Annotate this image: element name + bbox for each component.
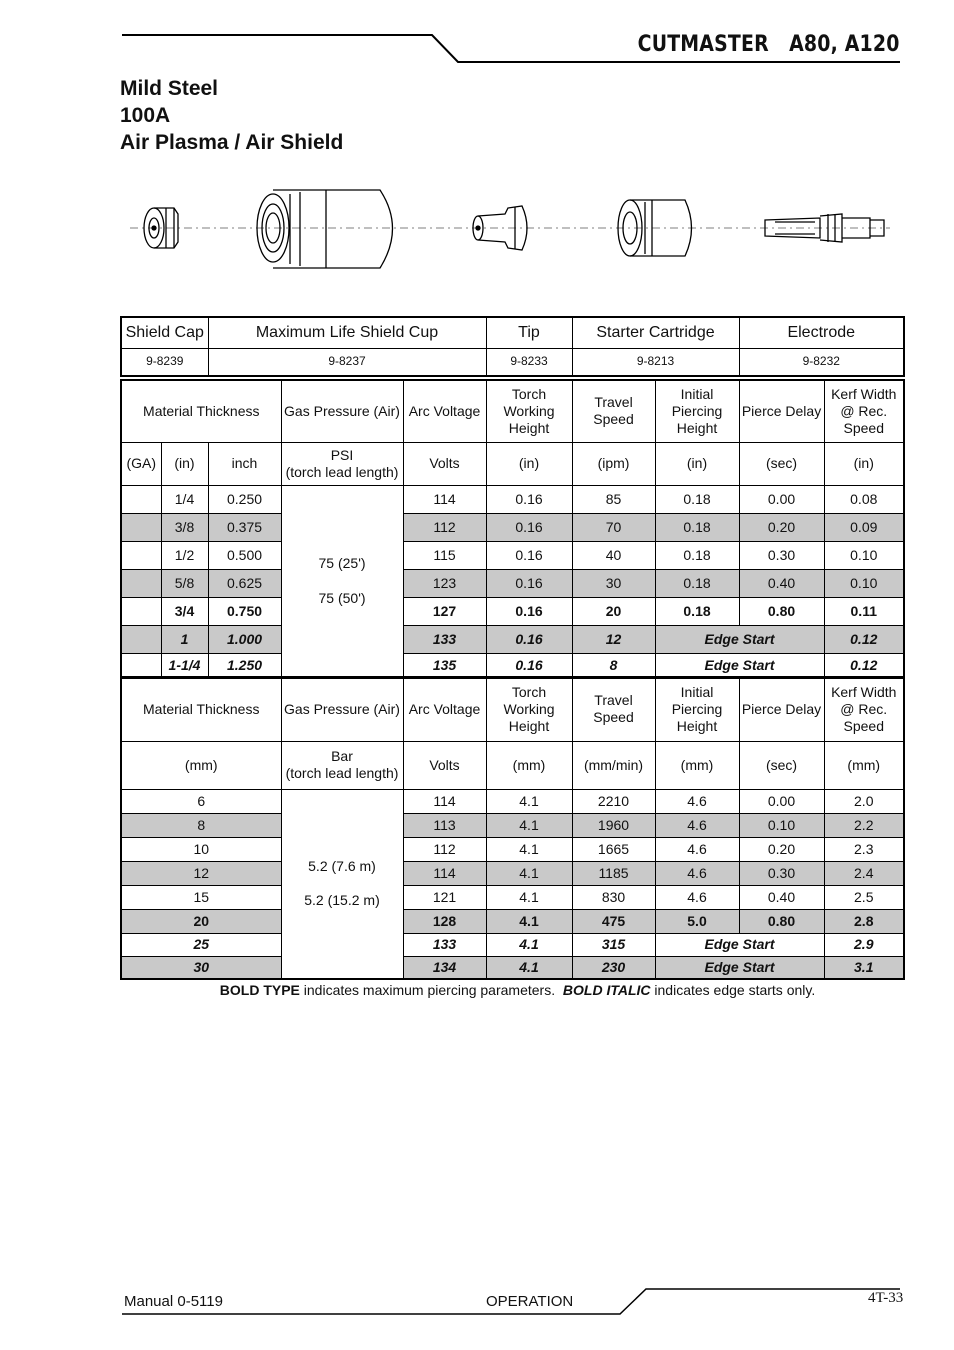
cell-speed: 475 [572,909,655,933]
shield-cup-drawing [257,190,393,268]
table-row [121,885,904,909]
unit-initial-height: (mm) [655,741,739,789]
unit-kerf: (mm) [824,741,904,789]
cell-volts: 135 [403,653,486,678]
cell-delay: 0.40 [739,569,824,597]
gas-pressure-value-2: 5.2 (15.2 m) [304,892,380,909]
unit-psi-label: PSI [330,446,354,463]
part-name-starter-cartridge: Starter Cartridge [572,317,739,348]
manual-number: Manual 0-5119 [124,1293,223,1310]
cell-in: 3/8 [161,513,208,541]
cell-height: 0.16 [486,625,572,653]
cell-ga [121,653,161,678]
header-gas-pressure: Gas Pressure (Air) [281,380,403,442]
page-title-line1: Mild Steel [120,77,219,100]
cell-in: 1/2 [161,541,208,569]
cell-mm: 10 [121,837,281,861]
cell-volts: 114 [403,789,486,813]
table-row [121,541,904,569]
part-name-shield-cup: Maximum Life Shield Cup [208,317,486,348]
header-torch-working-height: Torch Working Height [486,677,572,741]
cell-inch: 1.000 [208,625,281,653]
cell-volts: 121 [403,885,486,909]
cell-volts: 133 [403,625,486,653]
cell-height: 4.1 [486,861,572,885]
cell-initial-height: 4.6 [655,813,739,837]
gas-pressure-value-1: 5.2 (7.6 m) [308,858,376,875]
cell-initial-height: 5.0 [655,909,739,933]
header-arc-voltage: Arc Voltage [403,677,486,741]
cell-height: 0.16 [486,485,572,513]
unit-psi-note: (torch lead length) [285,463,399,480]
cell-speed: 2210 [572,789,655,813]
cell-kerf: 2.3 [824,837,904,861]
cell-speed: 30 [572,569,655,597]
cell-volts: 113 [403,813,486,837]
unit-volts: Volts [403,741,486,789]
cell-ga [121,569,161,597]
cell-height: 4.1 [486,933,572,956]
unit-in: (in) [161,442,208,485]
header-pierce-delay: Pierce Delay [739,380,824,442]
cell-height: 0.16 [486,653,572,678]
header-material-thickness: Material Thickness [121,677,281,741]
cell-initial-height: 4.6 [655,837,739,861]
page-title-line3: Air Plasma / Air Shield [120,131,344,154]
header-kerf-width: Kerf Width @ Rec. Speed [824,380,904,442]
cell-speed: 20 [572,597,655,625]
cell-delay: 0.80 [739,597,824,625]
unit-delay: (sec) [739,442,824,485]
table-row [121,485,904,513]
cell-initial-height: 0.18 [655,569,739,597]
table-row [121,569,904,597]
unit-mm: (mm) [121,741,281,789]
section-name: OPERATION [486,1293,574,1310]
table-row [121,837,904,861]
unit-height: (in) [486,442,572,485]
header-gas-pressure: Gas Pressure (Air) [281,677,403,741]
unit-initial-height: (in) [655,442,739,485]
cell-in: 1-1/4 [161,653,208,678]
cell-height: 4.1 [486,813,572,837]
unit-speed: (mm/min) [572,741,655,789]
cell-delay: 0.00 [739,789,824,813]
cell-inch: 0.250 [208,485,281,513]
cell-mm: 8 [121,813,281,837]
cell-kerf: 3.1 [824,956,904,979]
cell-delay: 0.10 [739,813,824,837]
table-row [121,813,904,837]
gas-pressure-cell [281,485,403,678]
header-material-thickness: Material Thickness [121,380,281,442]
cell-speed: 8 [572,653,655,678]
cell-mm: 25 [121,933,281,956]
cell-delay: 0.80 [739,909,824,933]
cell-mm: 15 [121,885,281,909]
cell-in: 5/8 [161,569,208,597]
header-torch-working-height: Torch Working Height [486,380,572,442]
cell-height: 0.16 [486,569,572,597]
consumable-parts-illustration [130,180,900,280]
cell-speed: 830 [572,885,655,909]
cell-mm: 6 [121,789,281,813]
cell-initial-height: 4.6 [655,789,739,813]
cell-height: 4.1 [486,956,572,979]
cell-height: 4.1 [486,885,572,909]
cell-edge-start: Edge Start [655,933,824,956]
cell-volts: 114 [403,485,486,513]
cell-volts: 114 [403,861,486,885]
table-row [121,625,904,653]
cell-in: 1 [161,625,208,653]
consumable-parts-table [120,316,905,377]
table-row [121,956,904,979]
cell-inch: 0.625 [208,569,281,597]
table-row [121,933,904,956]
header-pierce-delay: Pierce Delay [739,677,824,741]
cell-height: 4.1 [486,909,572,933]
page-number: 4T-33 [868,1290,904,1306]
cell-volts: 112 [403,513,486,541]
cell-volts: 123 [403,569,486,597]
cell-initial-height: 0.18 [655,513,739,541]
unit-bar-label: Bar [331,748,353,764]
cell-kerf: 2.4 [824,861,904,885]
table-row [121,653,904,678]
unit-delay: (sec) [739,741,824,789]
gas-pressure-value-1: 75 (25') [318,555,366,572]
cell-speed: 70 [572,513,655,541]
part-number-shield-cap: 9-8239 [121,348,208,376]
cell-initial-height: 4.6 [655,861,739,885]
english-cut-chart [120,379,905,679]
cell-in: 3/4 [161,597,208,625]
cell-delay: 0.30 [739,861,824,885]
tip-drawing [473,206,527,250]
part-name-shield-cap: Shield Cap [121,317,208,348]
part-number-electrode: 9-8232 [739,348,904,376]
cell-height: 0.16 [486,541,572,569]
cell-speed: 230 [572,956,655,979]
cell-ga [121,625,161,653]
cell-ga [121,597,161,625]
table-row [121,909,904,933]
document-header-title: CUTMASTER A80, A120 [638,32,900,57]
footnote-bold-italic-text: indicates edge starts only. [650,982,816,998]
cell-edge-start: Edge Start [655,956,824,979]
cell-edge-start: Edge Start [655,653,824,678]
cell-speed: 1665 [572,837,655,861]
header-initial-piercing-height: Initial Piercing Height [655,380,739,442]
unit-height: (mm) [486,741,572,789]
cell-kerf: 0.10 [824,541,904,569]
cell-height: 0.16 [486,513,572,541]
cell-delay: 0.20 [739,837,824,861]
cell-kerf: 2.9 [824,933,904,956]
cell-inch: 0.375 [208,513,281,541]
part-name-electrode: Electrode [739,317,904,348]
cell-in: 1/4 [161,485,208,513]
cell-height: 0.16 [486,597,572,625]
cell-initial-height: 0.18 [655,541,739,569]
cell-speed: 315 [572,933,655,956]
gas-pressure-value-2: 75 (50') [318,590,366,607]
header-kerf-width: Kerf Width @ Rec. Speed [824,677,904,741]
cell-kerf: 0.10 [824,569,904,597]
cell-initial-height: 0.18 [655,485,739,513]
cell-initial-height: 0.18 [655,597,739,625]
header-arc-voltage: Arc Voltage [403,380,486,442]
cell-height: 4.1 [486,789,572,813]
cell-kerf: 2.8 [824,909,904,933]
cell-ga [121,513,161,541]
cell-delay: 0.20 [739,513,824,541]
cell-edge-start: Edge Start [655,625,824,653]
unit-volts: Volts [403,442,486,485]
cell-mm: 30 [121,956,281,979]
cell-speed: 12 [572,625,655,653]
cell-kerf: 2.0 [824,789,904,813]
footnote-bold-label: BOLD TYPE [219,982,300,998]
cell-volts: 128 [403,909,486,933]
cell-volts: 134 [403,956,486,979]
table-row [121,513,904,541]
cell-speed: 85 [572,485,655,513]
cell-volts: 112 [403,837,486,861]
cell-ga [121,485,161,513]
table-footnote [120,982,915,998]
part-number-starter-cartridge: 9-8213 [572,348,739,376]
cell-volts: 133 [403,933,486,956]
cell-kerf: 0.11 [824,597,904,625]
unit-bar-note: (torch lead length) [285,765,399,781]
part-name-tip: Tip [486,317,572,348]
table-row [121,597,904,625]
table-row [121,861,904,885]
unit-kerf: (in) [824,442,904,485]
header-travel-speed: Travel Speed [572,677,655,741]
cell-ga [121,541,161,569]
cell-delay: 0.40 [739,885,824,909]
cell-kerf: 2.2 [824,813,904,837]
page-title-line2: 100A [120,104,171,127]
cell-delay: 0.00 [739,485,824,513]
cell-inch: 0.500 [208,541,281,569]
metric-cut-chart [120,676,905,980]
cell-height: 4.1 [486,837,572,861]
cell-kerf: 2.5 [824,885,904,909]
cell-speed: 40 [572,541,655,569]
cell-speed: 1960 [572,813,655,837]
footnote-bold-italic-label: BOLD ITALIC [562,982,651,998]
cell-mm: 12 [121,861,281,885]
unit-speed: (ipm) [572,442,655,485]
unit-bar [281,741,403,789]
unit-psi [281,442,403,485]
unit-ga: (GA) [121,442,161,485]
part-number-tip: 9-8233 [486,348,572,376]
header-initial-piercing-height: Initial Piercing Height [655,677,739,741]
cell-inch: 0.750 [208,597,281,625]
cell-kerf: 0.08 [824,485,904,513]
cell-volts: 115 [403,541,486,569]
cell-inch: 1.250 [208,653,281,678]
header-travel-speed: Travel Speed [572,380,655,442]
part-number-shield-cup: 9-8237 [208,348,486,376]
cell-kerf: 0.09 [824,513,904,541]
cell-delay: 0.30 [739,541,824,569]
cell-kerf: 0.12 [824,653,904,678]
cell-mm: 20 [121,909,281,933]
cell-initial-height: 4.6 [655,885,739,909]
cell-kerf: 0.12 [824,625,904,653]
table-row [121,789,904,813]
unit-inch: inch [208,442,281,485]
cell-speed: 1185 [572,861,655,885]
cell-volts: 127 [403,597,486,625]
footnote-bold-text: indicates maximum piercing parameters. [299,982,563,998]
gas-pressure-cell [281,789,403,979]
